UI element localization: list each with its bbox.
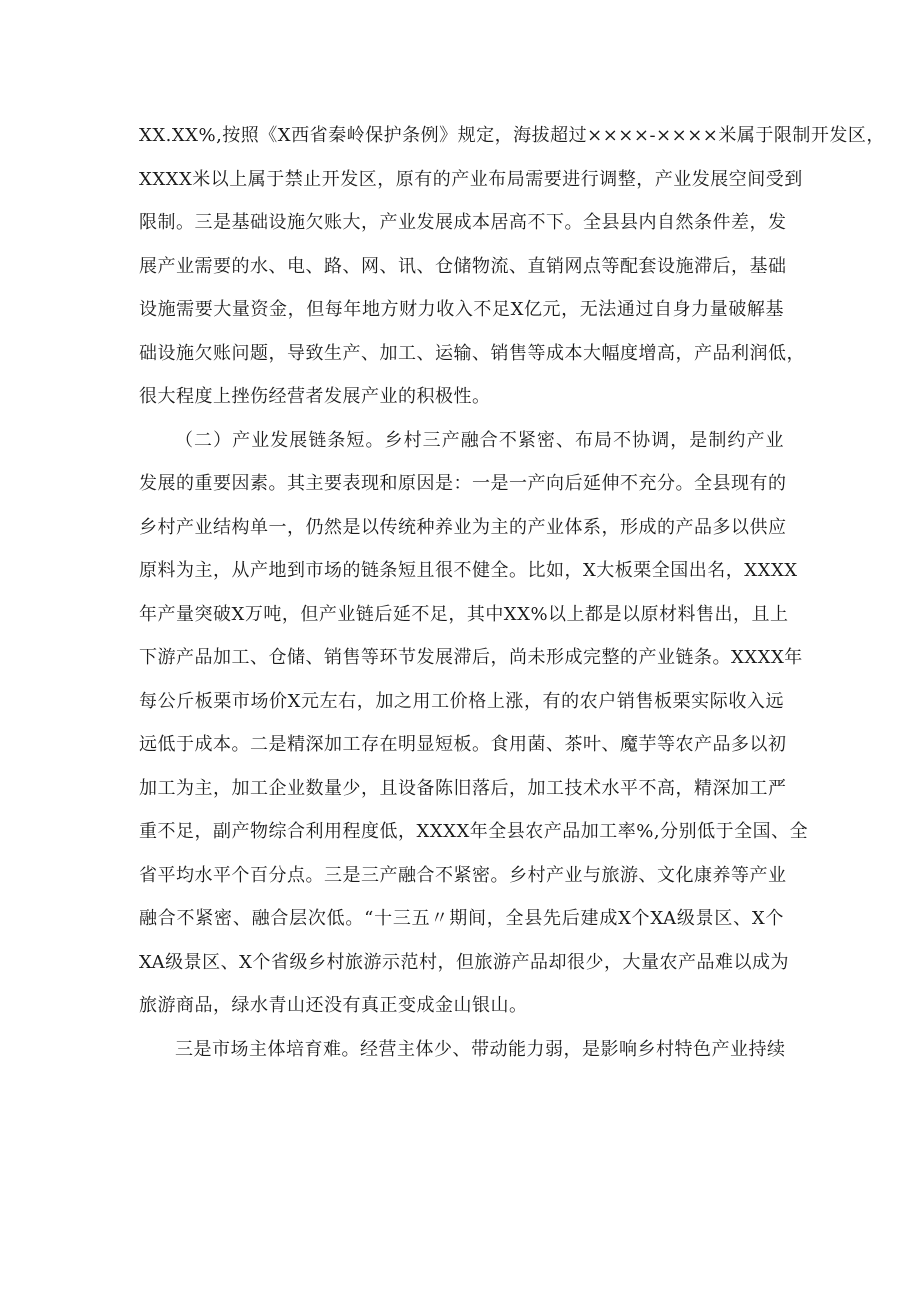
text-line: 展产业需要的水、电、路、网、讯、仓储物流、直销网点等配套设施滞后，基础 (139, 255, 787, 277)
paragraph-1 (139, 114, 885, 419)
text-line: XA级景区、X个省级乡村旅游示范村，但旅游产品却很少，大量农产品难以成为 (139, 951, 789, 973)
text-line: 发展的重要因素。其主要表现和原因是：一是一产向后延伸不充分。全县现有的 (139, 473, 787, 494)
text-line: 远低于成本。二是精深加工存在明显短板。食用菌、茶叶、魔芋等农产品多以初 (139, 734, 787, 755)
text-line: XX.XX%,按照《X西省秦岭保护条例》规定，海拔超过××××-××××米属于限制开发区， (139, 125, 885, 146)
text-line: 重不足，副产物综合利用程度低，XXXX年全县农产品加工率%,分别低于全国、全 (139, 821, 809, 842)
text-line: （二）产业发展链条短。乡村三产融合不紧密、布局不协调，是制约产业 (175, 429, 784, 451)
text-line: 三是市场主体培育难。经营主体少、带动能力弱，是影响乡村特色产业持续 (175, 1038, 786, 1060)
text-line: 加工为主，加工企业数量少，且设备陈旧落后，加工技术水平不高，精深加工严 (139, 777, 787, 799)
text-line: 旅游商品，绿水青山还没有真正变成金山银山。 (139, 995, 528, 1016)
text-line: XXXX米以上属于禁止开发区，原有的产业布局需要进行调整，产业发展空间受到 (139, 168, 803, 190)
text-line: 融合不紧密、融合层次低。“十三五〃期间，全县先后建成X个XA级景区、X个 (139, 908, 784, 929)
text-line: 限制。三是基础设施欠账大，产业发展成本居高不下。全县县内自然条件差，发 (139, 212, 787, 233)
text-line: 年产量突破X万吨，但产业链后延不足，其中XX%以上都是以原材料售出，且上 (139, 603, 789, 625)
text-line: 原料为主，从产地到市场的链条短且很不健全。比如，X大板栗全国出名，XXXX (139, 560, 798, 581)
text-line: 很大程度上挫伤经营者发展产业的积极性。 (139, 386, 491, 407)
paragraph-3 (139, 1028, 784, 1072)
paragraph-2 (139, 419, 809, 1028)
text-line: 省平均水平个百分点。三是三产融合不紧密。乡村产业与旅游、文化康养等产业 (139, 864, 787, 886)
text-line: 础设施欠账问题，导致生产、加工、运输、销售等成本大幅度增高，产品利润低， (139, 342, 805, 364)
text-line: 下游产品加工、仓储、销售等环节发展滞后，尚未形成完整的产业链条。XXXX年 (139, 647, 803, 668)
text-line: 设施需要大量资金，但每年地方财力收入不足X亿元，无法通过自身力量破解基 (139, 299, 784, 320)
document-body (139, 114, 885, 1071)
text-line: 每公斤板栗市场价X元左右，加之用工价格上涨，有的农户销售板栗实际收入远 (139, 690, 784, 712)
text-line: 乡村产业结构单一，仍然是以传统种养业为主的产业体系，形成的产品多以供应 (139, 516, 787, 538)
